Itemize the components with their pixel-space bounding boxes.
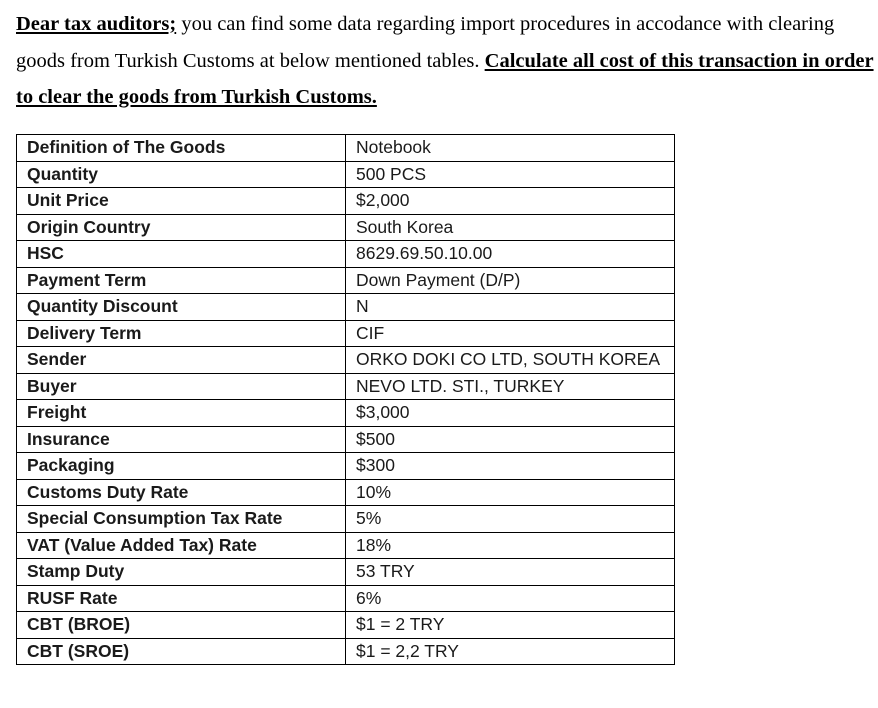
- table-row: [17, 532, 675, 559]
- table-row: [17, 161, 675, 188]
- table-row: [17, 267, 675, 294]
- row-label: Delivery Term: [17, 320, 346, 347]
- row-label: HSC: [17, 241, 346, 268]
- row-label: Origin Country: [17, 214, 346, 241]
- row-value: 8629.69.50.10.00: [346, 241, 675, 268]
- table-row: [17, 453, 675, 480]
- intro-paragraph: [16, 6, 878, 116]
- row-label: Customs Duty Rate: [17, 479, 346, 506]
- row-value: Notebook: [346, 135, 675, 162]
- row-value: $2,000: [346, 188, 675, 215]
- intro-line-1-text: you can find some data regarding import procedures in accodance with clearing: [176, 13, 835, 35]
- row-value: $300: [346, 453, 675, 480]
- row-label: Freight: [17, 400, 346, 427]
- row-label: Insurance: [17, 426, 346, 453]
- table-row: [17, 506, 675, 533]
- table-row: [17, 585, 675, 612]
- intro-line-2-text: goods from Turkish Customs at below mentioned tables.: [16, 49, 485, 72]
- row-label: VAT (Value Added Tax) Rate: [17, 532, 346, 559]
- intro-line-1: [16, 6, 878, 43]
- row-label: Buyer: [17, 373, 346, 400]
- table-row: [17, 135, 675, 162]
- table-row: [17, 188, 675, 215]
- table-row: [17, 294, 675, 321]
- row-label: Unit Price: [17, 188, 346, 215]
- row-value: NEVO LTD. STI., TURKEY: [346, 373, 675, 400]
- table-row: [17, 347, 675, 374]
- row-value: ORKO DOKI CO LTD, SOUTH KOREA: [346, 347, 675, 374]
- row-value: 500 PCS: [346, 161, 675, 188]
- table-row: [17, 214, 675, 241]
- table-row: [17, 559, 675, 586]
- row-label: Payment Term: [17, 267, 346, 294]
- row-value: CIF: [346, 320, 675, 347]
- row-value: 6%: [346, 585, 675, 612]
- table-row: [17, 373, 675, 400]
- row-label: Stamp Duty: [17, 559, 346, 586]
- table-row: [17, 612, 675, 639]
- goods-data-table: [16, 134, 675, 665]
- row-label: Definition of The Goods: [17, 135, 346, 162]
- intro-line-3: [16, 79, 878, 116]
- row-value: Down Payment (D/P): [346, 267, 675, 294]
- table-row: [17, 320, 675, 347]
- table-row: [17, 479, 675, 506]
- row-label: CBT (BROE): [17, 612, 346, 639]
- row-value: 5%: [346, 506, 675, 533]
- table-row: [17, 638, 675, 665]
- row-value: 10%: [346, 479, 675, 506]
- instruction-part-2: to clear the goods from Turkish Customs.: [16, 86, 377, 108]
- row-label: CBT (SROE): [17, 638, 346, 665]
- row-label: Quantity Discount: [17, 294, 346, 321]
- row-value: 53 TRY: [346, 559, 675, 586]
- row-value: 18%: [346, 532, 675, 559]
- instruction-part-1: Calculate all cost of this transaction in order: [484, 49, 874, 72]
- row-label: Special Consumption Tax Rate: [17, 506, 346, 533]
- greeting: Dear tax auditors;: [16, 13, 177, 35]
- row-label: Sender: [17, 347, 346, 374]
- row-label: Quantity: [17, 161, 346, 188]
- row-label: Packaging: [17, 453, 346, 480]
- row-label: RUSF Rate: [17, 585, 346, 612]
- table-row: [17, 241, 675, 268]
- table-row: [17, 400, 675, 427]
- row-value: $1 = 2,2 TRY: [346, 638, 675, 665]
- row-value: South Korea: [346, 214, 675, 241]
- intro-line-2: [16, 43, 878, 80]
- row-value: $3,000: [346, 400, 675, 427]
- row-value: N: [346, 294, 675, 321]
- row-value: $1 = 2 TRY: [346, 612, 675, 639]
- row-value: $500: [346, 426, 675, 453]
- table-row: [17, 426, 675, 453]
